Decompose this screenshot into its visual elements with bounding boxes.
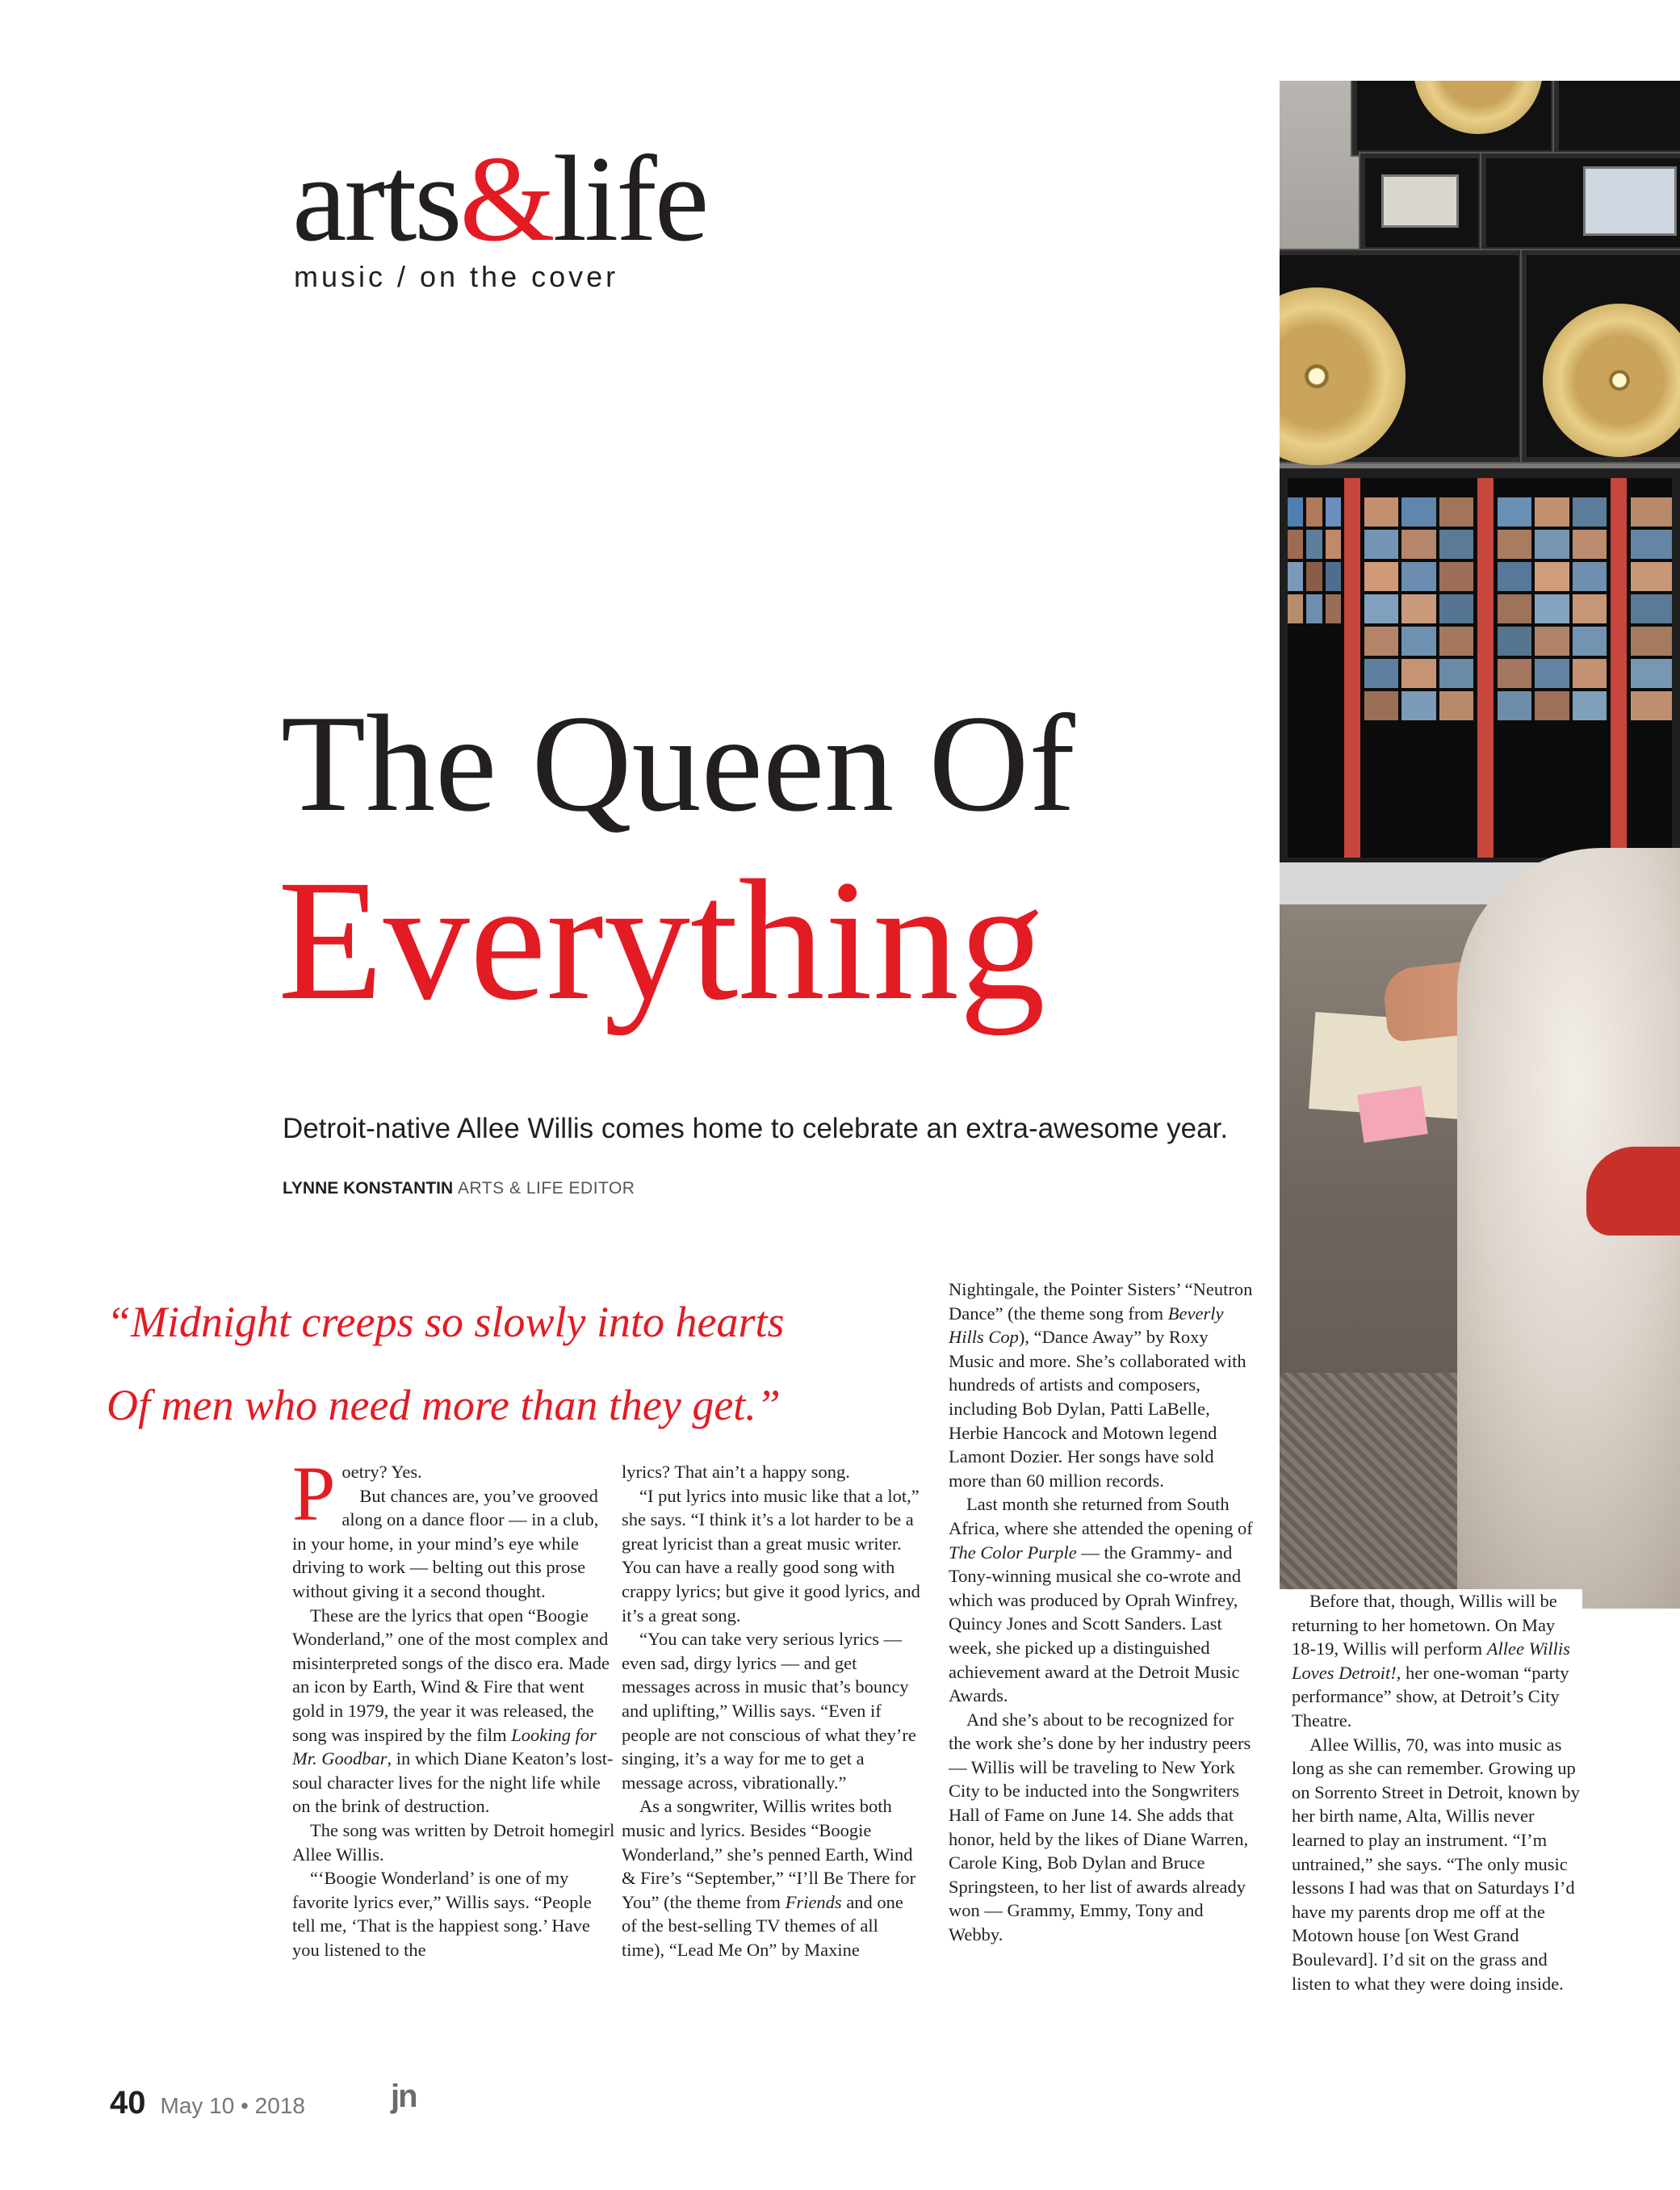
film-title: Looking for Mr. Goodbar	[292, 1724, 597, 1769]
gold-record-icon	[1414, 81, 1543, 134]
photo-thumbs	[1288, 497, 1341, 623]
headline-line1: The Queen Of	[281, 687, 1075, 841]
paragraph-text: As a songwriter, Willis writes both music and lyrics. Besides “Boogie Wonderland,” she’s penned Earth, Wind & Fire’s “September,” “I’ll Be There for You” (the theme from	[622, 1796, 916, 1912]
paragraph-text: — the Grammy- and Tony-winning musical she co-wrote and which was produced by Oprah Winfrey, Quincy Jones and Scott Sanders. Last week, she picked up a distinguished achievement award at the Detroit Music Awards.	[949, 1542, 1242, 1706]
folio	[110, 2085, 305, 2121]
section-subtitle: music / on the cover	[294, 260, 619, 293]
album-frame	[1481, 153, 1680, 252]
paragraph: lyrics? That ain’t a happy song.	[622, 1462, 850, 1482]
byline-author: LYNNE KONSTANTIN	[283, 1179, 454, 1198]
paragraph	[1292, 1589, 1582, 1733]
paragraph-text: Before that, though, Willis will be returning to her hometown. On May 18-19, Willis will perform	[1292, 1591, 1557, 1659]
cassette-frame	[1360, 153, 1483, 252]
cover-photo	[1280, 81, 1680, 1609]
paragraph-text: , her one-woman “party performance” show, at Detroit’s City Theatre.	[1292, 1662, 1569, 1731]
record-frame	[1280, 250, 1523, 462]
album-cover-icon	[1583, 166, 1677, 236]
paragraph-text: These are the lyrics that open “Boogie Wonderland,” one of the most complex and misinterpreted songs of the disco era. Made an icon by Earth, Wind & Fire that went gold in 1979, the year it was released, the song was inspired by the film	[292, 1605, 610, 1745]
paragraph	[949, 1492, 1255, 1707]
paragraph-text: Last month she returned from South Africa, where she attended the opening of	[949, 1494, 1253, 1538]
pull-quote-line2: Of men who need more than they get.”	[107, 1381, 781, 1429]
paragraph-text: , in which Diane Keaton’s lost-soul character lives for the night life while on the brink of destruction.	[292, 1748, 614, 1817]
body-column-3	[949, 1278, 1255, 1947]
paragraph	[949, 1278, 1255, 1492]
byline-role: ARTS & LIFE EDITOR	[458, 1179, 635, 1198]
paragraph-text: oetry? Yes.	[341, 1462, 422, 1482]
photo-thumbs	[1631, 497, 1672, 720]
film-title: Beverly Hills Cop	[949, 1303, 1224, 1348]
photo-thumbs	[1364, 497, 1473, 720]
paragraph: “‘Boogie Wonderland’ is one of my favorite lyrics ever,” Willis says. “People tell me, ‘That is the happiest song.’ Have you listened to the	[292, 1868, 592, 1960]
body-column-1	[292, 1450, 617, 1961]
paragraph-text: Nightingale, the Pointer Sisters’ “Neutron Dance” (the theme song from	[949, 1279, 1253, 1324]
show-title: Friends	[785, 1891, 842, 1912]
headline-line2: Everything	[278, 845, 1045, 1036]
paragraph: The song was written by Detroit homegirl Allee Willis.	[292, 1819, 615, 1865]
show-title: Allee Willis Loves Detroit!	[1292, 1638, 1570, 1683]
section-brand	[292, 131, 707, 266]
pull-quote-line1: “Midnight creeps so slowly into hearts	[107, 1298, 785, 1346]
publication-logo-icon: jn	[391, 2079, 417, 2114]
pull-quote	[107, 1281, 922, 1447]
cassette-icon	[1381, 174, 1459, 228]
brand-ampersand: &	[459, 131, 553, 266]
paragraph: “You can take very serious lyrics — even sad, dirgy lyrics — and get messages across in music that’s bouncy and uplifting,” Willis says. “Even if people are not conscious of what they’re singing, it’s a way for me to get a message across, vibrationally.”	[622, 1629, 916, 1793]
paragraph: And she’s about to be recognized for the work she’s done by her industry peers — Willis will be traveling to New York City to be inducted into the Songwriters Hall of Fame on June 14. She adds that honor, held by the likes of Diane Warren, Carole King, Bob Dylan and Bruce Springsteen, to her list of awards already won — Grammy, Emmy, Tony and Webby.	[949, 1709, 1251, 1945]
byline	[283, 1179, 635, 1198]
timeline-strip	[1477, 478, 1494, 858]
paragraph-text: and one of the best-selling TV themes of all time), “Lead Me On” by Maxine	[622, 1891, 903, 1960]
body-column-4	[1277, 1589, 1582, 1995]
paragraph: “I put lyrics into music like that a lot,” she says. “I think it’s a lot harder to be a great lyricist than a great music writer. You can have a really good song with crappy lyrics; but give it good lyrics, and it’s a great song.	[622, 1485, 920, 1626]
post-it-note	[1357, 1086, 1428, 1143]
brand-arts: arts	[292, 131, 460, 266]
paragraph: Allee Willis, 70, was into music as long as she can remember. Growing up on Sorrento Street in Detroit, known by her birth name, Alta, Willis never learned to play an instrument. “I’m untrained,” she says. “The only music lessons I had was that on Saturdays I’d have my parents drop me off at the Motown house [on West Grand Boulevard]. I’d sit on the grass and listen to what they were doing inside.	[1292, 1734, 1580, 1994]
paragraph-text: ), “Dance Away” by Roxy Music and more. She’s collaborated with hundreds of artists and composers, including Bob Dylan, Patti LaBelle, Herbie Hancock and Motown legend Lamont Dozier. Her songs have sold more than 60 million records.	[949, 1327, 1246, 1491]
monitor-screen	[1288, 478, 1672, 858]
record-frame	[1554, 81, 1680, 155]
dek: Detroit-native Allee Willis comes home to celebrate an extra-awesome year.	[283, 1113, 1229, 1144]
red-collar	[1586, 1147, 1680, 1236]
gold-record-icon	[1543, 304, 1680, 457]
computer-monitor	[1280, 468, 1680, 904]
page-number: 40	[110, 2085, 146, 2121]
timeline-strip	[1611, 478, 1627, 858]
photo-thumbs	[1498, 497, 1607, 720]
record-frame	[1522, 250, 1680, 462]
issue-date: May 10 • 2018	[160, 2093, 305, 2118]
drop-cap: P	[292, 1450, 336, 1537]
timeline-strip	[1344, 478, 1360, 858]
show-title: The Color Purple	[949, 1542, 1077, 1563]
gold-record-icon	[1280, 287, 1406, 465]
paragraph	[292, 1604, 617, 1819]
record-frame	[1352, 81, 1556, 155]
photo-wall	[1280, 81, 1680, 460]
paragraph: But chances are, you’ve grooved along on a dance floor — in a club, in your home, in your mind’s eye while driving to work — belting out this prose without giving it a second thought.	[292, 1485, 599, 1601]
body-column-2	[622, 1460, 922, 1961]
paragraph	[292, 1450, 617, 1537]
paragraph	[622, 1794, 922, 1961]
brand-life: life	[552, 131, 707, 266]
